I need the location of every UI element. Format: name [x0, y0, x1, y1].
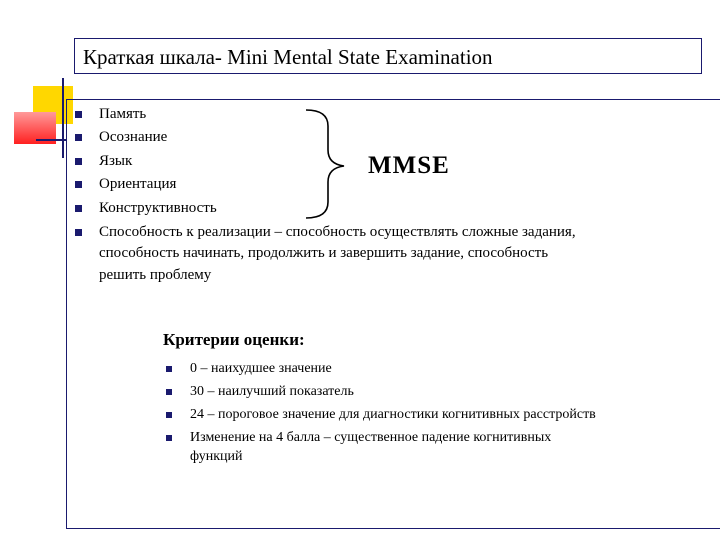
curly-brace-icon: [300, 106, 360, 222]
criteria-item: 0 – наихудшее значение: [190, 361, 332, 376]
decor-vertical-line: [62, 78, 64, 158]
bullet-icon: [75, 181, 82, 188]
bullet-icon: [166, 435, 172, 441]
criteria-item: Изменение на 4 балла – существенное падение когнитивных: [190, 430, 552, 445]
bullet-icon: [166, 412, 172, 418]
bullet-icon: [75, 111, 82, 118]
criteria-item: 30 – наилучший показатель: [190, 384, 354, 399]
criteria-item-continuation: функций: [190, 449, 243, 464]
list-item: Память: [99, 106, 147, 122]
mmse-label: MMSE: [368, 152, 450, 179]
bullet-icon: [75, 205, 82, 212]
title-box: [74, 38, 702, 74]
bullet-icon: [166, 389, 172, 395]
list-item: Ориентация: [99, 176, 177, 192]
bullet-icon: [75, 158, 82, 165]
list-item: Конструктивность: [99, 200, 217, 216]
list-item-continuation: решить проблему: [99, 267, 212, 283]
bullet-icon: [75, 134, 82, 141]
criteria-heading: Критерии оценки:: [163, 330, 305, 349]
criteria-item: 24 – пороговое значение для диагностики когнитивных расстройств: [190, 407, 596, 422]
list-item: Осознание: [99, 129, 168, 145]
decor-horizontal-line: [36, 139, 66, 141]
list-item-continuation: способность начинать, продолжить и завершить задание, способность: [99, 245, 549, 261]
list-item: Язык: [99, 153, 133, 169]
list-item: Способность к реализации – способность осуществлять сложные задания,: [99, 224, 576, 240]
slide-title: Краткая шкала- Mini Mental State Examination: [83, 45, 493, 69]
bullet-icon: [166, 366, 172, 372]
bullet-icon: [75, 229, 82, 236]
